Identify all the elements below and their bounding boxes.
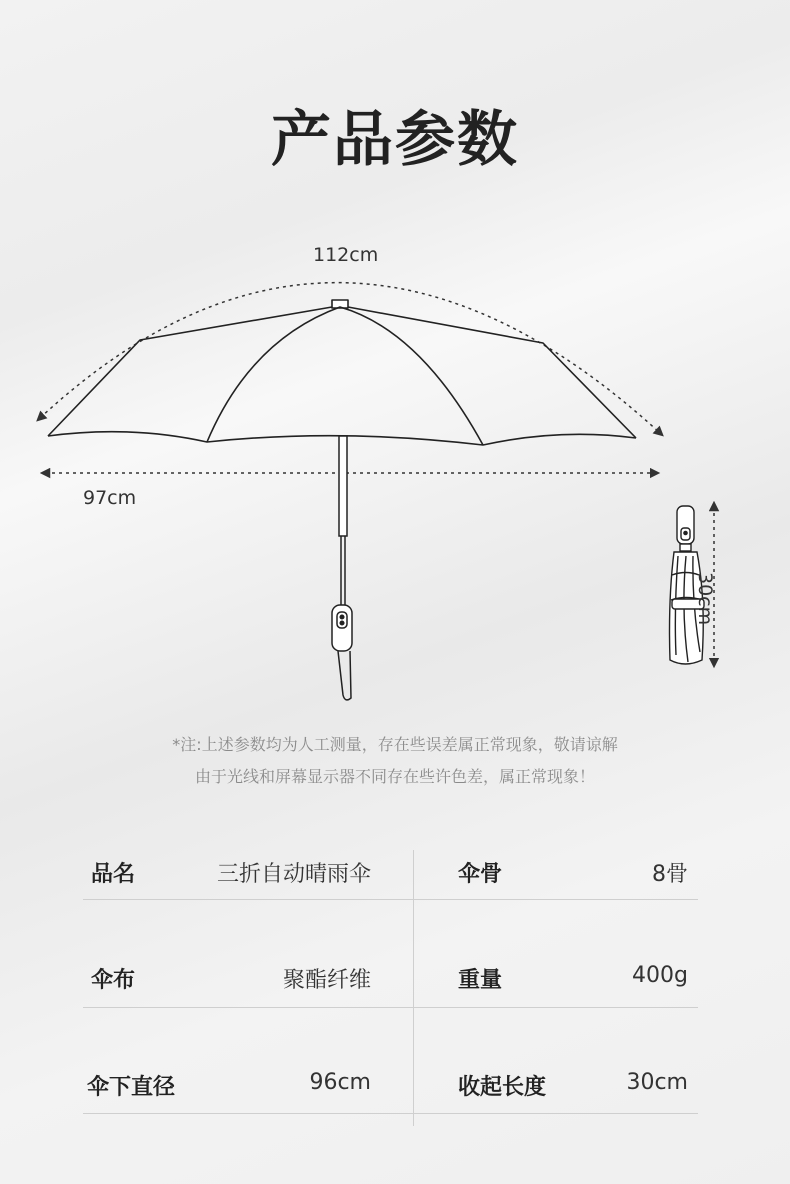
note-line-2: 由于光线和屏幕显示器不同存在些许色差，属正常现象！ xyxy=(194,767,595,786)
spec-table xyxy=(83,850,698,1126)
spec-label-name: 品名 xyxy=(91,862,136,887)
spec-value-fabric: 聚酯纤维 xyxy=(282,968,371,993)
spec-value-name: 三折自动晴雨伞 xyxy=(216,862,371,887)
spec-row-separator xyxy=(83,899,698,900)
note-line-1: *注:上述参数均为人工测量，存在些误差属正常现象，敬请谅解 xyxy=(172,735,618,754)
span-width-label: 97cm xyxy=(83,487,137,509)
spec-label-ribs: 伞骨 xyxy=(458,862,503,887)
page-title: 产品参数 xyxy=(271,105,519,175)
spec-label-weight: 重量 xyxy=(458,968,503,993)
spec-value-weight: 400g xyxy=(632,963,688,988)
spec-value-diameter: 96cm xyxy=(309,1070,371,1095)
folded-length-label: 30cm xyxy=(694,572,716,626)
umbrella-canopy xyxy=(48,300,636,445)
spec-value-folded-length: 30cm xyxy=(626,1070,688,1095)
umbrella-shaft xyxy=(332,436,352,700)
arc-length-label: 112cm xyxy=(313,244,379,266)
spec-value-ribs: 8骨 xyxy=(652,862,688,887)
spec-row-separator xyxy=(83,1007,698,1008)
spec-row-separator xyxy=(83,1113,698,1114)
arc-dimension-line xyxy=(40,283,660,433)
spec-label-fabric: 伞布 xyxy=(91,968,136,993)
spec-label-diameter: 伞下直径 xyxy=(87,1075,176,1100)
spec-table-divider xyxy=(413,850,414,1126)
spec-label-folded-length: 收起长度 xyxy=(458,1075,547,1100)
